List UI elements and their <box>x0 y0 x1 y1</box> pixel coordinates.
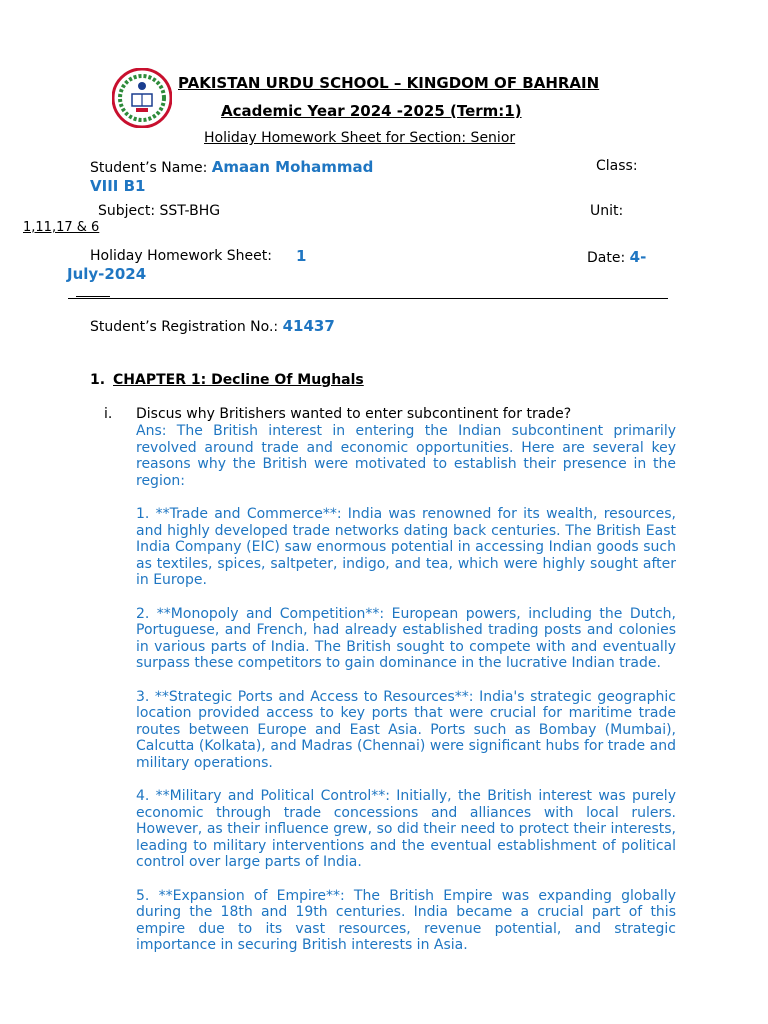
student-name-label: Student’s Name: <box>90 160 212 176</box>
answer-paragraph: 2. **Monopoly and Competition**: European powers, including the Dutch, Portuguese, and French, had already established trading posts and colonies in various parts of India. The British sought to compete with and eventually surpass these competitors to gain dominance in the lucrative Indian trade. <box>136 605 676 672</box>
student-name-row <box>90 158 373 176</box>
divider-short <box>76 296 110 297</box>
question-text: Discus why Britishers wanted to enter subcontinent for trade? <box>136 406 572 422</box>
student-name-value: Amaan Mohammad <box>211 158 374 176</box>
date-row <box>587 248 646 266</box>
sheet-title: Holiday Homework Sheet for Section: Senior <box>204 130 516 146</box>
school-name: PAKISTAN URDU SCHOOL – KINGDOM OF BAHRAIN <box>178 74 600 92</box>
subject-label: Subject: SST-BHG <box>98 203 221 219</box>
school-crest-logo <box>112 68 172 128</box>
answer-paragraph: 1. **Trade and Commerce**: India was renowned for its wealth, resources, and highly developed trade networks dating back centuries. The British East India Company (EIC) saw enormous potential in accessing Indian goods such as textiles, spices, saltpeter, indigo, and tea, which were highly sought after in Europe. <box>136 505 676 589</box>
answer-paragraph: 5. **Expansion of Empire**: The British Empire was expanding globally during the 18th and 19th centuries. India became a crucial part of this empire due to its vast resources, revenue potential, and strategic importance in securing British interests in Asia. <box>136 887 676 954</box>
answer-paragraph: 4. **Military and Political Control**: Initially, the British interest was purely economic through trade concessions and alliances with local rulers. However, as their influence grew, so did their need to protect their interests, leading to military interventions and the eventual establishment of political control over large parts of India. <box>136 788 676 871</box>
answer-paragraph: 3. **Strategic Ports and Access to Resources**: India's strategic geographic location provided access to key ports that were crucial for maritime trade routes between Europe and East Asia. Ports such as Bombay (Mumbai), Calcutta (Kolkata), and Madras (Chennai) were significant hubs for trade and military operations. <box>136 688 676 771</box>
answer-paragraph: Ans: The British interest in entering the Indian subcontinent primarily revolved around trade and economic opportunities. Here are several key reasons why the British were motivated to establish their presence in the region: <box>136 423 676 489</box>
chapter-title: CHAPTER 1: Decline Of Mughals <box>113 372 364 388</box>
class-label: Class: <box>596 158 638 174</box>
chapter-number: 1. <box>90 372 106 388</box>
homework-sheet-label: Holiday Homework Sheet: <box>90 248 272 264</box>
date-value-part2: July-2024 <box>67 265 147 283</box>
answer-block <box>136 423 676 971</box>
unit-value: 1,11,17 & 6 <box>23 220 100 235</box>
registration-label: Student’s Registration No.: <box>90 319 283 335</box>
homework-sheet-number: 1 <box>296 247 307 265</box>
date-label: Date: <box>587 250 630 266</box>
registration-row <box>90 317 335 335</box>
academic-year: Academic Year 2024 -2025 (Term:1) <box>221 102 522 120</box>
class-value: VIII B1 <box>90 177 146 195</box>
question-numeral: i. <box>104 406 113 422</box>
divider-line <box>68 298 668 299</box>
registration-value: 41437 <box>282 317 335 335</box>
unit-label: Unit: <box>590 203 624 219</box>
date-value-part1: 4- <box>629 248 647 266</box>
